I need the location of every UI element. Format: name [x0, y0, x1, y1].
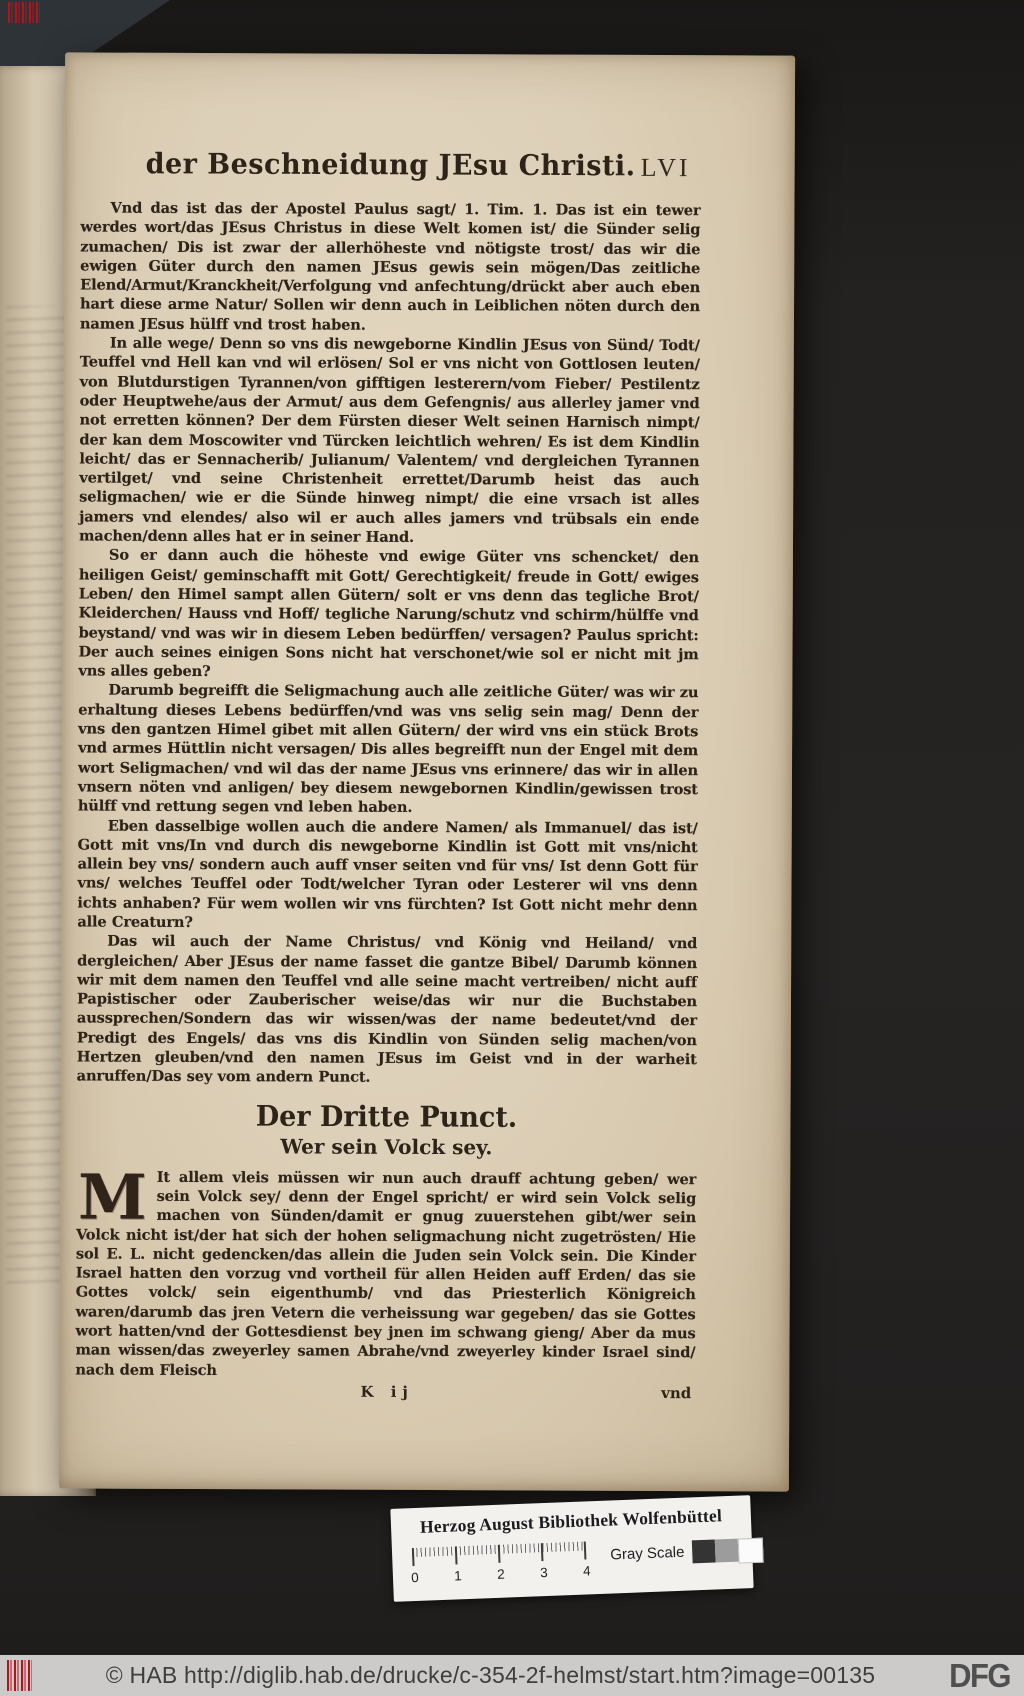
ruler-number: 4 — [582, 1563, 591, 1579]
paragraph: Das wil auch der Name Christus/ vnd König vnd Heiland/ vnd dergleichen/ Aber JEsus der name fasset die gantze Bibel/ Darumb können wir mit dem namen den Teuffel vnd alle seine macht vertreiben/ nicht auff Papistischer oder Zauberischer weise/das wir nur die Buchstaben aussprechen/Sondern das wir wissen/was der name bedeutet/vnd der Predigt des Engels/ das vns dis Kindlin von Sünden selig machen/von Hertzen gleuben/vnd den namen JEsus im Geist vnd in der warheit anruffen/Das sey vom andern Punct. — [76, 932, 698, 1087]
gray-swatch-mid — [715, 1539, 739, 1563]
running-title: der Beschneidung JEsu Christi. — [145, 147, 636, 183]
signature-mark: K ij — [360, 1382, 414, 1401]
scanned-book-page — [59, 52, 795, 1491]
calibration-barcode-footer-icon — [7, 1660, 32, 1691]
paragraph: In alle wege/ Denn so vns dis newgeborne Kindlin JEsus von Sünd/ Todt/ Teuffel vnd Hell kan vnd wil erlösen/ Sol er vns nicht von Gottlosen leuten/ von Blutdurstigen Tyrannen/von gifftigen lesterern/vom Fieber/ Pestilentz oder Heuptwehe/aus der Armut/ aus dem Gefengnis/ aus allerley jamer vnd not erretten können? Der dem Fürsten dieser Welt seinen Harnisch nimpt/ der kan dem Moscowiter vnd Türcken leichtlich wehren/ Es ist dem Kindlin leicht/ das er Sennacherib/ Julianum/ Valentem/ vnd dergleichen Tyrannen vertilget/ vnd seine Christenheit errettet/Darumb heist das auch seligmachen/ wie er die Sünde hinweg nimpt/ die eine vrsach ist alles jamers vnd elendes/ also wil er auch alles jamers vnd trübsals ein ende machen/denn alles hat er in seiner Hand. — [78, 334, 700, 546]
gray-swatch-dark — [692, 1540, 716, 1564]
signature-line — [75, 1381, 695, 1406]
dropcap-initial: M — [77, 1160, 147, 1234]
dropcap-paragraph-text: It allem vleis müssen wir nun auch drauff achtung geben/ wer sein Volck sey/ denn der Engel spricht/ er wird sein Volck selig machen von Sünden/damit er gnug zuuerstehen gibt/wer sein Volck nicht ist/der hat sich der hohen seligmachung nicht zugetrösten/ Hie sol E. L. nicht gedencken/das allein die Juden sein Volck sein. Die Kinder Israel hatten den vorzug vnd vortheil für allen Heiden auff Erden/ das sie Gottes volck/ sein eigenthumb/ vnd das Priesterlich Königreich waren/darumb das jren Vetern die verheissung war gegeben/ das sie Gottes wort hatten/vnd der Gottesdienst bey jnen im schwang gieng/ Aber da mus man wissen/das zweyerley samen Abrahe/vnd zweyerley kinder Israel sind/ nach dem Fleisch — [75, 1168, 697, 1379]
paragraph: Vnd das ist das der Apostel Paulus sagt/ 1. Tim. 1. Das ist ein tewer werdes wort/das JEsus Christus in diese Welt komen ist/ die Sünder selig zumachen/ Dis ist zwar der allerhöheste vnd nötigste trost/ das wir die ewigen Güter durch den namen JEsus gewis sein mögen/Das zeitliche Elend/Armut/Kranckheit/Verfolgung vnd anfechtung/drückt aber auch eben hart diese arme Natur/ Sollen wir denn auch in Leiblichen nöten durch den namen JEsus hülff vnd trost haben. — [79, 199, 701, 334]
dropcap-paragraph — [75, 1160, 697, 1382]
source-url: © HAB http://diglib.hab.de/drucke/c-354-2f-helmst/start.htm?image=00135 — [105, 1662, 876, 1688]
calibration-barcode-top-icon — [8, 2, 40, 23]
gray-scale-swatches — [692, 1538, 764, 1566]
ruler-number: 2 — [496, 1566, 505, 1582]
gray-scale-label: Gray Scale — [609, 1543, 685, 1564]
section-subheading: Wer sein Volck sey. — [280, 1134, 493, 1159]
ruler-number: 0 — [410, 1569, 420, 1586]
paragraph: Eben dasselbige wollen auch die andere Namen/ als Immanuel/ das ist/ Gott mit vns/In vnd durch dis newgeborne Kindlin ist Gott mit vns/nicht allein bey vns/ sondern auch auff vnser seiten vnd für vns/ Ist denn Gott für vns/ welches Teuffel oder Todt/welcher Tyran oder Lesterer wil vns denn ichts anhaben? Für wem wollen wir vns fürchten? Ist Gott nicht mehr denn alle Creaturn? — [77, 817, 698, 931]
section-heading: Der Dritte Punct. — [255, 1100, 518, 1134]
paragraph: So er dann auch die höheste vnd ewige Güter vns schencket/ den heiligen Geist/ geminschafft mit Gott/ Gerechtigkeit/ freude in Gott/ ewiges Leben/ den Himel sampt allen Gütern/ solt er vns denn das tegliche Brot/ Kleiderchen/ Hauss vnd Hoff/ tegliche Narung/schutz vnd schirm/hülffe vnd beystand/ vnd was wir in diesem Leben bedürffen/ versagen? Paulus spricht: Der auch seines einigen Sons nicht hat verschonet/wie sol er nicht mit jm vns alles geben? — [78, 546, 699, 681]
ruler-number: 1 — [453, 1568, 463, 1584]
ruler-number: 3 — [539, 1564, 548, 1581]
folio-number: LVI — [640, 152, 691, 183]
text-block — [75, 148, 700, 1406]
gray-swatch-light — [738, 1538, 764, 1564]
page-header — [81, 148, 701, 191]
ruler-cm-tick — [584, 1541, 587, 1559]
ruler-scale — [412, 1538, 610, 1591]
paragraph: Darumb begreifft die Seligmachung auch alle zeitliche Güter/ was wir zu erhaltung dieses Lebens bedürffen/vnd was vns selig sein mag/ Denn der vns den gantzen Himel gibet mit allen Gütern/ der wird vns ein stück Brots vnd armes Hüttlin nicht versagen/ Dis alles begreifft nun der Engel mit dem wort Seligmachen/ vnd wil das der name JEsus vns erinnere/ das wir in allen vnsern nöten vnd anligen/ bey diesem newgebornen Kindlin/gewissen trost hülff vnd rettung segen vnd leben haben. — [77, 682, 699, 817]
library-label — [390, 1495, 753, 1602]
showthrough-text — [6, 306, 68, 1286]
catchword: vnd — [661, 1383, 692, 1403]
footer-bar — [0, 1655, 1024, 1696]
library-name: Herzog August Bibliothek Wolfenbüttel — [419, 1505, 723, 1537]
dfg-logo: DFG — [949, 1656, 1010, 1694]
